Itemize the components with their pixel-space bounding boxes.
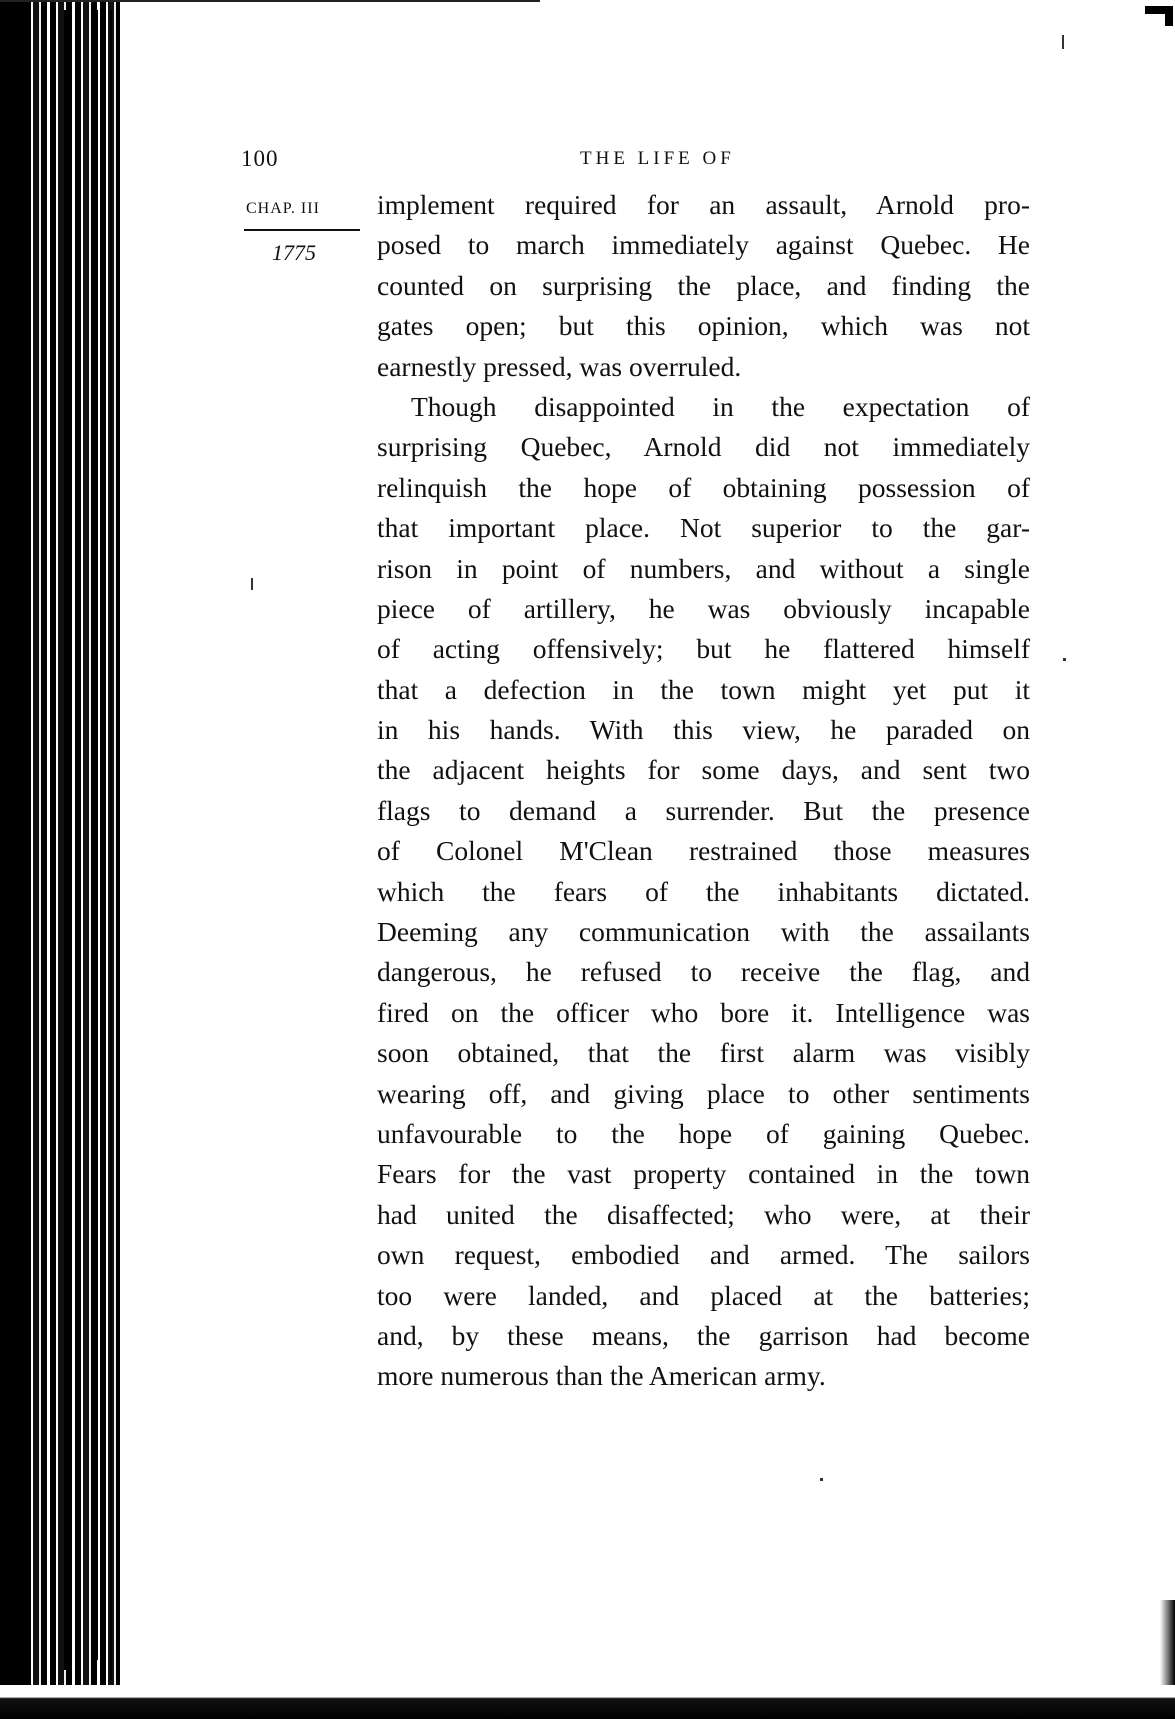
- top-edge-rule: [0, 0, 540, 2]
- text-line: posed to march immediately against Quebec. He: [377, 229, 1030, 261]
- scan-speck: [251, 578, 253, 590]
- book-spine-edge: [0, 0, 28, 1719]
- spine-line: [110, 10, 112, 1680]
- text-line: that a defection in the town might yet put it: [377, 673, 1030, 705]
- text-line: soon obtained, that the first alarm was visibly: [377, 1037, 1030, 1069]
- text-line: wearing off, and giving place to other sentiments: [377, 1077, 1030, 1109]
- text-line: relinquish the hope of obtaining possession of: [377, 471, 1030, 503]
- text-line: flags to demand a surrender. But the presence: [377, 794, 1030, 826]
- text-line: had united the disaffected; who were, at their: [377, 1198, 1030, 1230]
- text-line: own request, embodied and armed. The sailors: [377, 1239, 1030, 1271]
- text-line: implement required for an assault, Arnold pro-: [377, 189, 1030, 220]
- text-line: fired on the officer who bore it. Intelligence was: [377, 996, 1030, 1028]
- text-line: that important place. Not superior to the gar-: [377, 512, 1030, 544]
- text-line: gates open; but this opinion, which was not: [377, 310, 1030, 342]
- scan-speck: [1063, 658, 1066, 661]
- text-line: which the fears of the inhabitants dictated.: [377, 875, 1030, 907]
- paragraph-main: [377, 387, 1030, 1397]
- text-line: of acting offensively; but he flattered himself: [377, 633, 1030, 665]
- text-line: Deeming any communication with the assailants: [377, 916, 1030, 948]
- text-line: and, by these means, the garrison had become: [377, 1319, 1030, 1351]
- corner-mark: [1145, 6, 1173, 14]
- page-number: 100: [241, 146, 279, 171]
- text-line: too were landed, and placed at the batteries;: [377, 1279, 1030, 1311]
- text-line: dangerous, he refused to receive the flag, and: [377, 956, 1030, 988]
- body-text: [377, 185, 1030, 1397]
- scan-speck: [1062, 35, 1064, 49]
- spine-line: [64, 10, 66, 1670]
- text-line: the adjacent heights for some days, and sent two: [377, 754, 1030, 786]
- text-line: Fears for the vast property contained in the town: [377, 1158, 1030, 1190]
- text-line: piece of artillery, he was obviously incapable: [377, 592, 1030, 624]
- text-line: earnestly pressed, was overruled.: [377, 350, 742, 382]
- margin-chapter-label: CHAP. III: [246, 200, 320, 217]
- paragraph-continuation: [377, 185, 1030, 387]
- margin-year: 1775: [272, 240, 316, 265]
- text-line: Though disappointed in the expectation of: [411, 390, 1030, 422]
- spine-line: [96, 10, 98, 1660]
- text-line: surprising Quebec, Arnold did not immediately: [377, 431, 1030, 463]
- text-line: rison in point of numbers, and without a single: [377, 552, 1030, 584]
- running-head: THE LIFE OF: [580, 148, 735, 169]
- margin-divider: [244, 229, 360, 231]
- text-line: more numerous than the American army.: [377, 1360, 826, 1392]
- text-line: in his hands. With this view, he paraded on: [377, 714, 1030, 746]
- page-edge-shadow: [1160, 1600, 1175, 1690]
- bottom-edge-shadow: [0, 1685, 1175, 1719]
- scan-speck: [820, 1478, 823, 1481]
- text-line: counted on surprising the place, and finding the: [377, 269, 1030, 301]
- text-line: of Colonel M'Clean restrained those measures: [377, 835, 1030, 867]
- text-line: unfavourable to the hope of gaining Quebec.: [377, 1117, 1030, 1149]
